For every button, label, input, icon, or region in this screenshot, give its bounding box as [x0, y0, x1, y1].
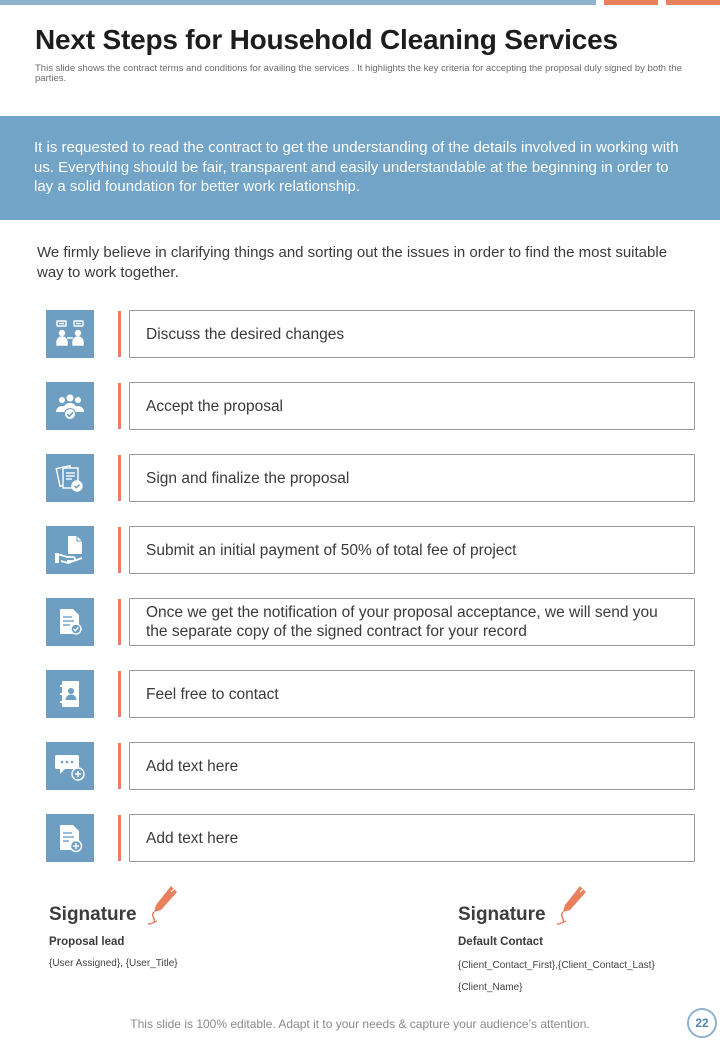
top-accent-bar-orange: [666, 0, 720, 5]
signature-placeholder: {User Assigned}, {User_Title}: [49, 958, 178, 969]
step-accent-line: [118, 311, 121, 357]
document-add-icon: [46, 814, 94, 862]
hand-document-icon: [46, 526, 94, 574]
signature-role: Proposal lead: [49, 936, 125, 948]
step-text: Add text here: [129, 814, 695, 862]
step-text: Sign and finalize the proposal: [129, 454, 695, 502]
step-item: [46, 310, 695, 358]
step-text: Feel free to contact: [129, 670, 695, 718]
signature-title: Signature: [49, 904, 137, 925]
documents-check-icon: [46, 454, 94, 502]
page-subtitle: This slide shows the contract terms and conditions for availing the services . It highlights the key criteria for accepting the proposal duly signed by both the parties.: [35, 63, 682, 84]
top-accent-bar-orange: [604, 0, 658, 5]
step-item: [46, 598, 695, 646]
pen-icon: [147, 884, 187, 928]
intro-text: We firmly believe in clarifying things and sorting out the issues in order to find the most suitable way to work together.: [37, 244, 668, 281]
step-item: [46, 382, 695, 430]
footer-note: This slide is 100% editable. Adapt it to your needs & capture your audience’s attention.: [130, 1017, 590, 1031]
step-text: Submit an initial payment of 50% of total fee of project: [129, 526, 695, 574]
info-banner: [0, 116, 720, 220]
team-meeting-icon: [46, 310, 94, 358]
signature-role: Default Contact: [458, 936, 543, 948]
signature-placeholder: {Client_Contact_First},{Client_Contact_Last}: [458, 960, 655, 971]
step-text: Once we get the notification of your proposal acceptance, we will send you the separate copy of the signed contract for your record: [129, 598, 695, 646]
step-accent-line: [118, 815, 121, 861]
step-accent-line: [118, 671, 121, 717]
step-item: [46, 454, 695, 502]
step-item: [46, 814, 695, 862]
group-check-icon: [46, 382, 94, 430]
step-accent-line: [118, 455, 121, 501]
step-item: [46, 742, 695, 790]
chat-add-icon: [46, 742, 94, 790]
step-accent-line: [118, 599, 121, 645]
step-text: Add text here: [129, 742, 695, 790]
step-item: [46, 526, 695, 574]
contact-book-icon: [46, 670, 94, 718]
step-accent-line: [118, 743, 121, 789]
document-check-icon: [46, 598, 94, 646]
signature-title: Signature: [458, 904, 546, 925]
page-title: Next Steps for Household Cleaning Services: [35, 24, 618, 55]
page-number-badge: 22: [687, 1008, 717, 1038]
step-text: Accept the proposal: [129, 382, 695, 430]
step-text: Discuss the desired changes: [129, 310, 695, 358]
step-accent-line: [118, 527, 121, 573]
signature-placeholder: {Client_Name}: [458, 982, 523, 993]
step-accent-line: [118, 383, 121, 429]
step-item: [46, 670, 695, 718]
banner-text: It is requested to read the contract to get the understanding of the details involved in working with us. Everything should be fair, transparent and easily understandable at the beginning in order to lay a solid foundation for better work relationship.: [34, 139, 679, 195]
top-accent-bar-blue: [0, 0, 596, 5]
pen-icon: [556, 884, 596, 928]
